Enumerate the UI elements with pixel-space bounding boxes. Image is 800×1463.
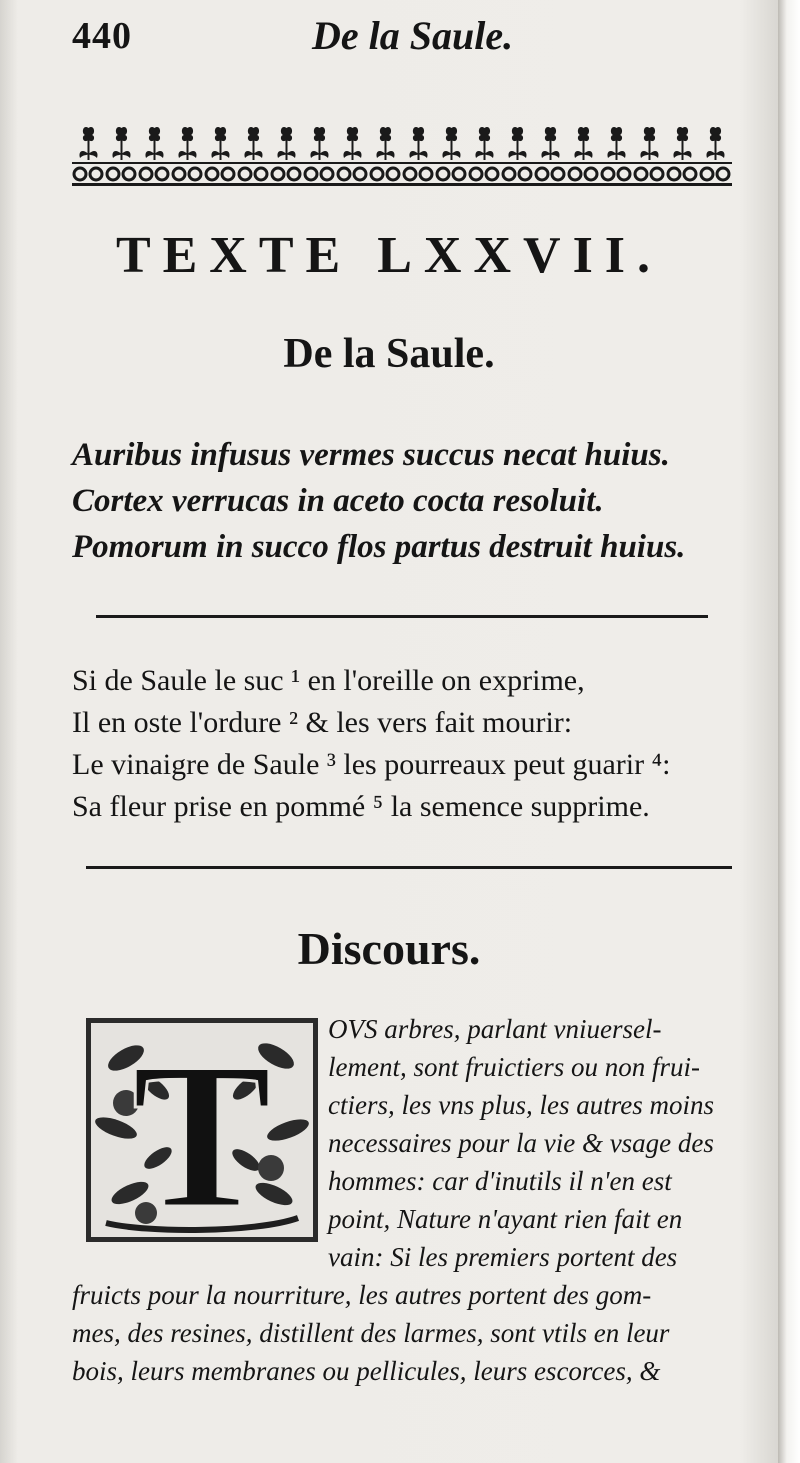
page-edge-shadow xyxy=(778,0,800,1463)
discourse-line: vain: Si les premiers portent des xyxy=(328,1242,678,1272)
french-verse-line: Il en oste l'ordure ² & les vers fait mourir: xyxy=(72,706,573,739)
discourse-text-beside-initial xyxy=(328,1010,748,1276)
latin-verse-line: Auribus infusus vermes succus necat huius. xyxy=(72,437,670,473)
discourse-line: necessaires pour la vie & vsage des xyxy=(328,1128,714,1158)
discourse-line: fruicts pour la nourriture, les autres portent des gom- xyxy=(72,1280,652,1310)
section-subtitle: De la Saule. xyxy=(283,331,495,377)
french-verse-line: Le vinaigre de Saule ³ les pourreaux peut guarir ⁴: xyxy=(72,748,671,781)
divider-rule xyxy=(96,615,708,618)
discourse-line: bois, leurs membranes ou pellicules, leurs escorces, & xyxy=(72,1356,661,1386)
discourse-line: hommes: car d'inutils il n'en est xyxy=(328,1166,672,1196)
discourse-line: OVS arbres, parlant vniuersel- xyxy=(328,1014,662,1044)
discourse-heading: Discours. xyxy=(297,923,481,974)
latin-verses xyxy=(72,432,752,570)
divider-rule xyxy=(86,866,732,869)
french-verse-line: Si de Saule le suc ¹ en l'oreille on exprime, xyxy=(72,664,585,697)
french-verses xyxy=(72,660,762,828)
latin-verse-line: Cortex verrucas in aceto cocta resoluit. xyxy=(72,483,604,519)
discourse-text-full-width xyxy=(72,1276,752,1390)
latin-verse-line: Pomorum in succo flos partus destruit huius. xyxy=(72,529,686,565)
page-number: 440 xyxy=(72,15,132,57)
floral-ornament-band xyxy=(72,120,732,194)
discourse-line: mes, des resines, distillent des larmes, sont vtils en leur xyxy=(72,1318,670,1348)
french-verse-line: Sa fleur prise en pommé ⁵ la semence supprime. xyxy=(72,790,650,823)
drop-cap-letter: T xyxy=(131,1020,273,1242)
discourse-line: point, Nature n'ayant rien fait en xyxy=(328,1204,683,1234)
discourse-line: ctiers, les vns plus, les autres moins xyxy=(328,1090,714,1120)
running-title: De la Saule. xyxy=(312,13,514,58)
decorated-initial-letter xyxy=(86,1018,318,1242)
discourse-line: lement, sont fruictiers ou non frui- xyxy=(328,1052,700,1082)
page-header xyxy=(72,10,732,60)
section-title: TEXTE LXXVII. xyxy=(115,227,663,284)
